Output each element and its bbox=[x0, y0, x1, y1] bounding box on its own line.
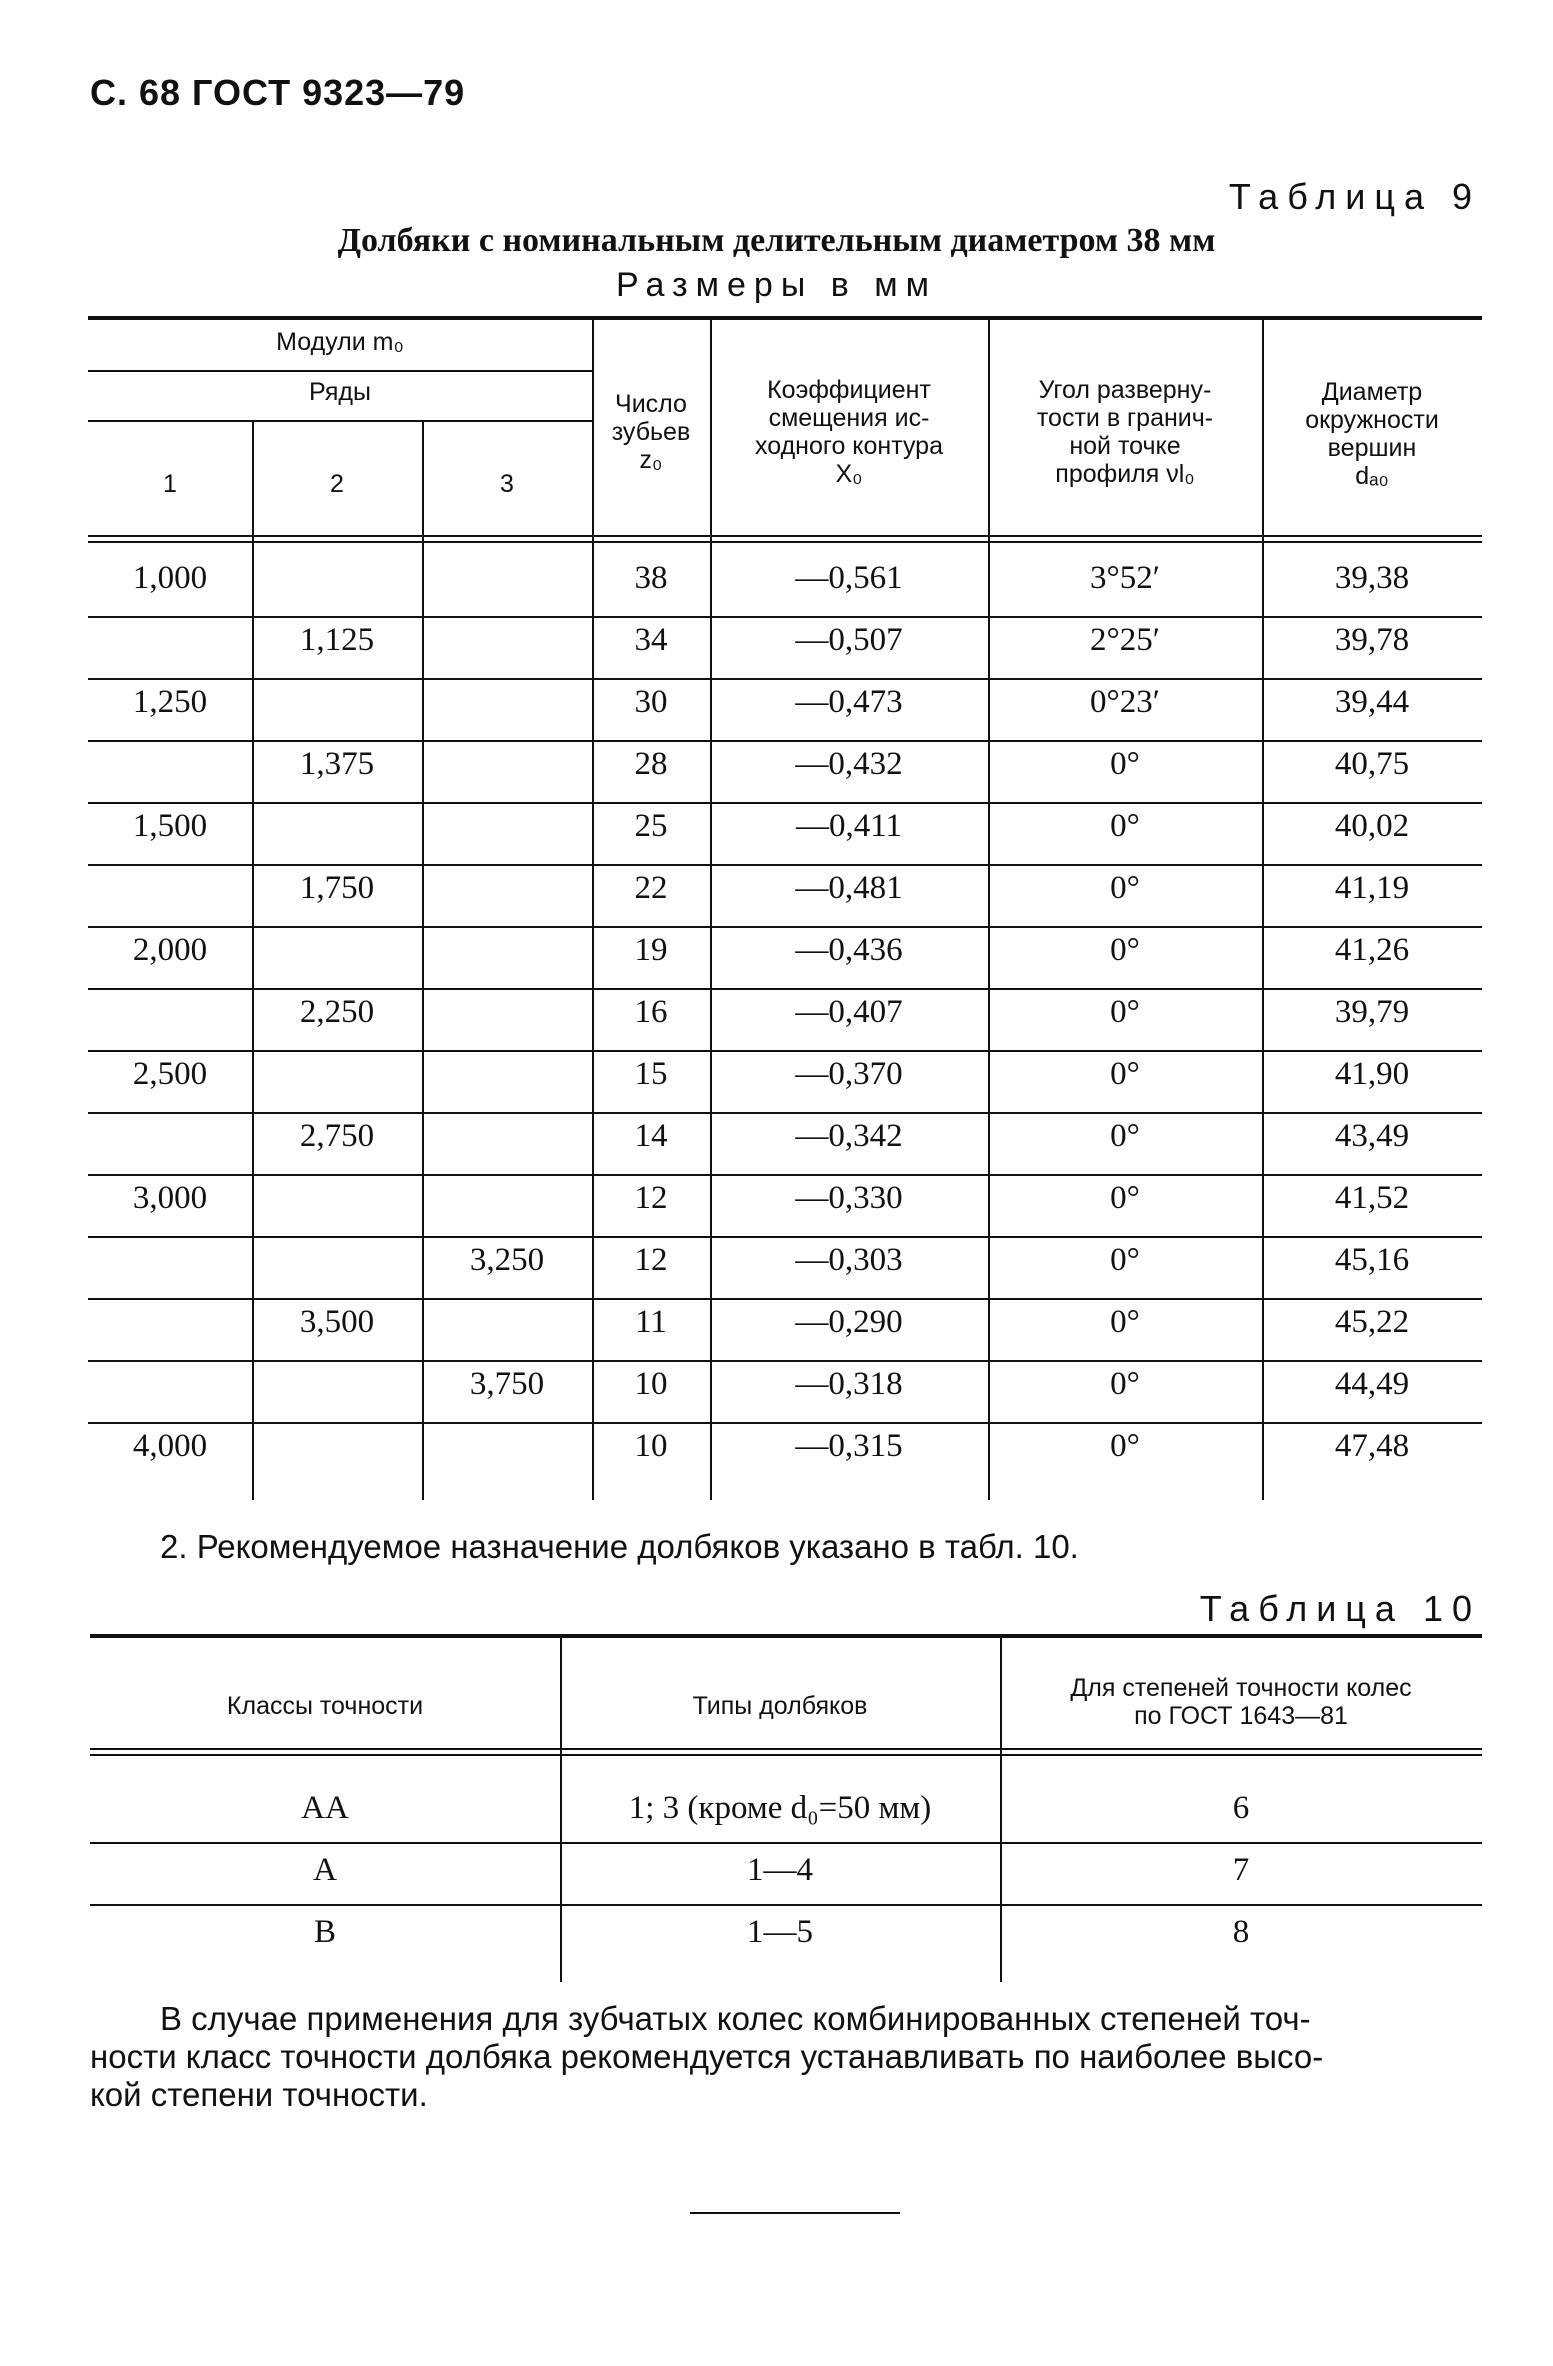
table9-cell-r9-c6: 43,49 bbox=[1334, 1118, 1410, 1154]
table9-cell-r0-c3: 38 bbox=[634, 560, 668, 596]
table10-head-rule bbox=[90, 1748, 1482, 1750]
page-header: С. 68 ГОСТ 9323—79 bbox=[90, 72, 466, 113]
header-modules: Модули m₀ bbox=[276, 328, 404, 356]
table9-modules-rule bbox=[88, 370, 592, 372]
table9-cell-r4-c0: 1,500 bbox=[132, 808, 208, 844]
table9-cell-r2-c4: —0,473 bbox=[795, 684, 903, 720]
table9-cell-r2-c0: 1,250 bbox=[132, 684, 208, 720]
table9-vline-2 bbox=[422, 420, 424, 1500]
table9-units: Размеры в мм bbox=[615, 266, 937, 304]
header-angle-line: ной точке bbox=[1069, 432, 1181, 460]
table9-cell-r5-c1: 1,750 bbox=[299, 870, 375, 906]
table10-cell-r2-c0: В bbox=[313, 1914, 336, 1950]
header-teeth-line: зубьев bbox=[611, 418, 691, 446]
table9-cell-r0-c6: 39,38 bbox=[1334, 560, 1410, 596]
table9-cell-r2-c6: 39,44 bbox=[1334, 684, 1410, 720]
table9-row-rule bbox=[88, 1422, 1482, 1424]
table9-cell-r10-c6: 41,52 bbox=[1334, 1180, 1410, 1216]
table9-cell-r7-c4: —0,407 bbox=[795, 994, 903, 1030]
header-diam-line: dₐ₀ bbox=[1355, 462, 1389, 490]
table9-cell-r14-c3: 10 bbox=[634, 1428, 668, 1464]
table9-cell-r3-c1: 1,375 bbox=[299, 746, 375, 782]
note-line-2: ности класс точности долбяка рекомендуется устанавливать по наиболее высо- bbox=[90, 2038, 1324, 2075]
table9-cell-r8-c5: 0° bbox=[1110, 1056, 1140, 1092]
table9-head-rule-2 bbox=[88, 541, 1482, 543]
table9-cell-r10-c4: —0,330 bbox=[795, 1180, 903, 1216]
table9-cell-r11-c2: 3,250 bbox=[469, 1242, 545, 1278]
table9-cell-r8-c0: 2,500 bbox=[132, 1056, 208, 1092]
table9-cell-r4-c5: 0° bbox=[1110, 808, 1140, 844]
header-angle-line: Угол разверну- bbox=[1038, 376, 1212, 404]
table10-cell-r2-c2: 8 bbox=[1232, 1914, 1250, 1950]
table9-cell-r6-c6: 41,26 bbox=[1334, 932, 1410, 968]
note-line-1: В случае применения для зубчатых колес комбинированных степеней точ- bbox=[160, 2000, 1311, 2037]
end-rule bbox=[690, 2212, 900, 2214]
table9-cell-r1-c1: 1,125 bbox=[299, 622, 375, 658]
table9-cell-r14-c6: 47,48 bbox=[1334, 1428, 1410, 1464]
table9-cell-r3-c4: —0,432 bbox=[795, 746, 903, 782]
table9-cell-r8-c3: 15 bbox=[634, 1056, 668, 1092]
table9-cell-r3-c6: 40,75 bbox=[1334, 746, 1410, 782]
table9-cell-r14-c5: 0° bbox=[1110, 1428, 1140, 1464]
table9-cell-r12-c3: 11 bbox=[635, 1304, 667, 1340]
table9-cell-r11-c3: 12 bbox=[634, 1242, 668, 1278]
table9-cell-r1-c5: 2°25′ bbox=[1090, 622, 1160, 658]
table9-cell-r6-c3: 19 bbox=[634, 932, 668, 968]
table9-row-rule bbox=[88, 678, 1482, 680]
table10-cell-r0-c2: 6 bbox=[1232, 1790, 1250, 1826]
table9-cell-r7-c5: 0° bbox=[1110, 994, 1140, 1030]
table9-cell-r9-c5: 0° bbox=[1110, 1118, 1140, 1154]
table10-row-rule bbox=[90, 1842, 1482, 1844]
table9-cell-r5-c3: 22 bbox=[634, 870, 668, 906]
table9-cell-r1-c3: 34 bbox=[634, 622, 668, 658]
table9-row-rule bbox=[88, 802, 1482, 804]
table9-cell-r13-c3: 10 bbox=[634, 1366, 668, 1402]
table9-row-rule bbox=[88, 1236, 1482, 1238]
table9-cell-r2-c5: 0°23′ bbox=[1090, 684, 1160, 720]
table9-cell-r13-c5: 0° bbox=[1110, 1366, 1140, 1402]
table10-cell-r1-c1: 1—4 bbox=[747, 1852, 813, 1888]
table9-row-rule bbox=[88, 1298, 1482, 1300]
header-degrees-line: Для степеней точности колес bbox=[1070, 1674, 1412, 1702]
table9-cell-r12-c6: 45,22 bbox=[1334, 1304, 1410, 1340]
table9-cell-r9-c3: 14 bbox=[634, 1118, 668, 1154]
table9-cell-r4-c6: 40,02 bbox=[1334, 808, 1410, 844]
table10-label: Таблица 10 bbox=[1199, 1588, 1481, 1629]
table9-cell-r5-c4: —0,481 bbox=[795, 870, 903, 906]
table9-title: Долбяки с номинальным делительным диаметром 38 мм bbox=[337, 222, 1216, 259]
table9-cell-r1-c6: 39,78 bbox=[1334, 622, 1410, 658]
header-teeth-line: Число bbox=[615, 390, 687, 418]
header-coef-line: X₀ bbox=[835, 460, 863, 488]
header-diam-line: окружности bbox=[1305, 406, 1439, 434]
table9-cell-r10-c5: 0° bbox=[1110, 1180, 1140, 1216]
table10-top-rule bbox=[90, 1634, 1482, 1638]
table9-cell-r0-c5: 3°52′ bbox=[1090, 560, 1160, 596]
table9-row-rule bbox=[88, 1360, 1482, 1362]
header-degrees-line: по ГОСТ 1643—81 bbox=[1134, 1702, 1348, 1730]
table9-cell-r5-c5: 0° bbox=[1110, 870, 1140, 906]
header-classes: Классы точности bbox=[226, 1692, 424, 1720]
table10-cell-r1-c0: А bbox=[313, 1852, 337, 1888]
table9-cell-r6-c4: —0,436 bbox=[795, 932, 903, 968]
header-diam-line: Диаметр bbox=[1321, 378, 1423, 406]
table9-row-rule bbox=[88, 616, 1482, 618]
table9-cell-r6-c0: 2,000 bbox=[132, 932, 208, 968]
header-rows: Ряды bbox=[309, 378, 371, 406]
table9-row-rule bbox=[88, 1050, 1482, 1052]
table9-cell-r9-c4: —0,342 bbox=[795, 1118, 903, 1154]
table9-cell-r7-c1: 2,250 bbox=[299, 994, 375, 1030]
table9-cell-r13-c4: —0,318 bbox=[795, 1366, 903, 1402]
table9-cell-r9-c1: 2,750 bbox=[299, 1118, 375, 1154]
table9-cell-r6-c5: 0° bbox=[1110, 932, 1140, 968]
header-coef-line: ходного контура bbox=[755, 432, 943, 460]
table9-cell-r10-c0: 3,000 bbox=[132, 1180, 208, 1216]
header-diam-line: вершин bbox=[1327, 434, 1417, 462]
header-types: Типы долбяков bbox=[692, 1692, 868, 1720]
table10-cell-r0-c0: АА bbox=[301, 1790, 349, 1826]
table9-rows-rule bbox=[88, 420, 592, 422]
table9-cell-r3-c3: 28 bbox=[634, 746, 668, 782]
table9-cell-r3-c5: 0° bbox=[1110, 746, 1140, 782]
table9-cell-r2-c3: 30 bbox=[634, 684, 668, 720]
table9-cell-r1-c4: —0,507 bbox=[795, 622, 903, 658]
table10-cell-r1-c2: 7 bbox=[1232, 1852, 1250, 1888]
table9-cell-r0-c4: —0,561 bbox=[795, 560, 903, 596]
table9-cell-r7-c6: 39,79 bbox=[1334, 994, 1410, 1030]
table9-row-rule bbox=[88, 988, 1482, 990]
table10-head-rule-2 bbox=[90, 1754, 1482, 1756]
paragraph-2: 2. Рекомендуемое назначение долбяков указано в табл. 10. bbox=[160, 1528, 1079, 1565]
header-angle-line: тости в гранич- bbox=[1036, 404, 1214, 432]
table9-cell-r12-c4: —0,290 bbox=[795, 1304, 903, 1340]
table9-label: Таблица 9 bbox=[1228, 176, 1481, 217]
table9-cell-r13-c6: 44,49 bbox=[1334, 1366, 1410, 1402]
table9-cell-r4-c4: —0,411 bbox=[795, 808, 903, 844]
table9-cell-r4-c3: 25 bbox=[634, 808, 668, 844]
table9-cell-r0-c0: 1,000 bbox=[132, 560, 208, 596]
table9-cell-r10-c3: 12 bbox=[634, 1180, 668, 1216]
header-coef-line: смещения ис- bbox=[768, 404, 930, 432]
table10-cell-r2-c1: 1—5 bbox=[747, 1914, 813, 1950]
header-teeth-line: z₀ bbox=[639, 446, 663, 474]
note-line-3: кой степени точности. bbox=[90, 2076, 428, 2113]
table9-row-rule bbox=[88, 1174, 1482, 1176]
table9-cell-r12-c5: 0° bbox=[1110, 1304, 1140, 1340]
header-row-2: 2 bbox=[330, 470, 344, 498]
table9-row-rule bbox=[88, 926, 1482, 928]
table9-row-rule bbox=[88, 740, 1482, 742]
table10-cell-r0-c1: 1; 3 (кроме d₀=50 мм) bbox=[628, 1790, 932, 1826]
table9-top-rule bbox=[88, 316, 1482, 320]
table9-row-rule bbox=[88, 864, 1482, 866]
table9-cell-r7-c3: 16 bbox=[634, 994, 668, 1030]
table9-cell-r11-c5: 0° bbox=[1110, 1242, 1140, 1278]
table9-cell-r14-c0: 4,000 bbox=[132, 1428, 208, 1464]
table10-row-rule bbox=[90, 1904, 1482, 1906]
table9-cell-r8-c4: —0,370 bbox=[795, 1056, 903, 1092]
header-row-1: 1 bbox=[163, 470, 177, 498]
table9-row-rule bbox=[88, 1112, 1482, 1114]
table9-cell-r11-c6: 45,16 bbox=[1334, 1242, 1410, 1278]
header-row-3: 3 bbox=[500, 470, 514, 498]
table9-head-rule bbox=[88, 535, 1482, 537]
header-angle-line: профиля νl₀ bbox=[1055, 460, 1195, 488]
header-coef-line: Коэффициент bbox=[767, 376, 931, 404]
table9-cell-r12-c1: 3,500 bbox=[299, 1304, 375, 1340]
table9-cell-r14-c4: —0,315 bbox=[795, 1428, 903, 1464]
table9-cell-r8-c6: 41,90 bbox=[1334, 1056, 1410, 1092]
table9-cell-r13-c2: 3,750 bbox=[469, 1366, 545, 1402]
table9-cell-r5-c6: 41,19 bbox=[1334, 870, 1410, 906]
table9-cell-r11-c4: —0,303 bbox=[795, 1242, 903, 1278]
